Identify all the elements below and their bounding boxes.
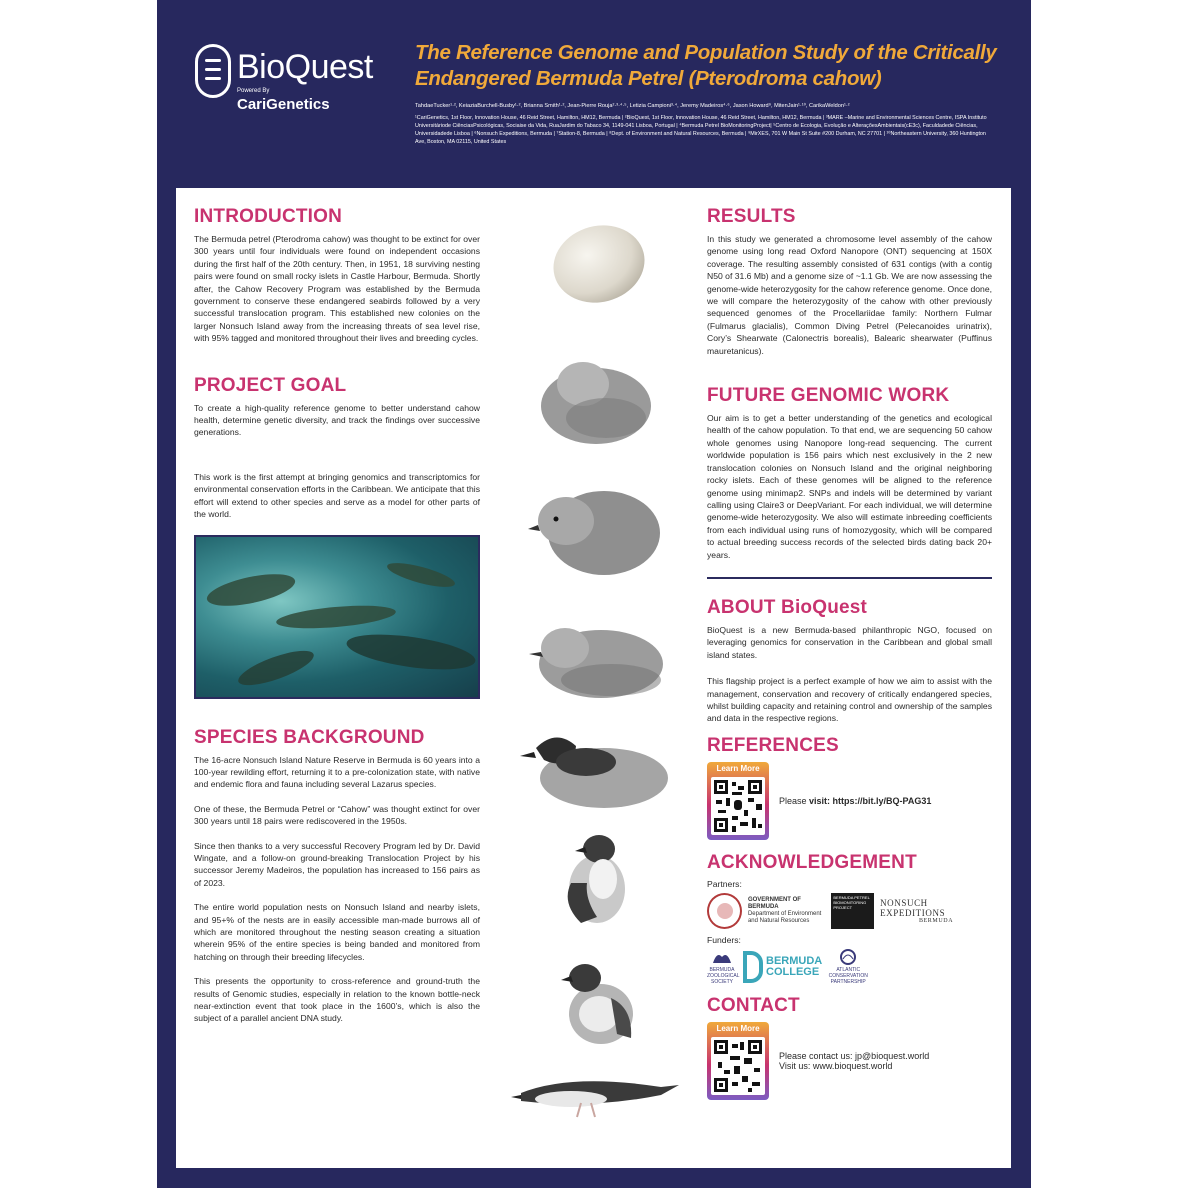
chick-image-1 [506,348,686,448]
results-text: In this study we generated a chromosome level assembly of the cahow genome using long read Oxford Nanopore (ONT) sequencing at 150X coverage. The resulting assembly consisted of 631 contigs (with a contig N50 of 31.6 Mb) and a genome size of ~1.1 Gb. We are now assessing the genome-wide heterozygosity for the cahow reference genome. Once done, we will compare the heterozygosity of the cahow with other previously sequenced genomes of the Procellariidae family: Northern Fulmar (Fulmarus glacialis), Common Diving Petrel (Pelecanoides urinatrix), Cory’s Shearwate (Calonectris borealis), Balearic shearwater (Puffinus mauretanicus). [707,234,992,356]
bc-logo-line-1: BERMUDA [766,954,823,967]
chick-image-2 [506,473,686,583]
future-work-text: Our aim is to get a better understanding of the genetics and ecological health of the cahow population. To that end, we are sequencing 50 cahow whole genomes using Nanopore long-read sequencing. The current worldwide population is 156 pairs which nest exclusively in the 2 new translocation colonies on Nonsuch Island and the original neighboring rocky islets. Each of these genomes will be aligned to the reference genome using minimap2. SNPs and indels will be determined by variant calling using Claire3 or DeepVariant. For each individual, we will determine genome-wide heterozygosity. We also will estimate inbreeding coefficients from each individual using runs of homozygosity, which will be compared to actual breeding success records of the selected birds dating back 20+ years. [707,413,992,560]
bioquest-logo [195,42,390,122]
affiliations: ¹CariGenetics, 1st Floor, Innovation House, 46 Reid Street, Hamilton, HM12, Bermuda | ²BioQuest, 1st Floor, Innovation House, 46 Reid Street, Hamilton, HM12, Bermuda | ³MARE –Marine and Environmental Sciences Centre, ISPA Instituto Universitáriode CiênciasPsicológicas, Sociaise da Vida, RuaJardim do Tabaco 34, 1149-041 Lisboa, Portugal | ⁴Bermuda Petrel BioMonitoringProject| ⁵Centro de Ecologia, Evolução e AlteraçõesAmbientais(cE3c), Faculdadede Ciências, Universidadede Lisboa | ⁶Nonsuch Expeditions, Bermuda | ⁷Station-8, Bermuda | ⁸Dept. of Environment and Natural Resources, Bermuda | ⁹MirXES, 701 W Main St Suite #200 Durham, NC 27701 | ¹⁰Northeastern University, 360 Huntington Ave, Boston, MA 02115, United States [415,115,987,145]
bermuda-college-logo [743,951,822,983]
bmp-logo-text: BERMUDA PETREL BIOMONITORING PROJECT [833,894,870,910]
government-of-bermuda-logo [748,897,825,925]
title-line-2: Endangered Bermuda Petrel (Pterodroma cahow) [415,67,882,90]
bioquest-logo-icon [195,44,231,98]
atlantic-conservation-logo [828,949,868,985]
references-heading: REFERENCES [707,734,839,756]
introduction-text: The Bermuda petrel (Pterodroma cahow) was thought to be extinct for over 300 years until four individuals were found on independent occasions during the first half of the 20th century. Then, in 1951, 18 surviving nesting pairs were found on small rocky islets in Castle Harbour, Bermuda. Shortly after, the Cahow Recovery Program was established by the Bermuda government to conserve these endangered seabirds followed by a very successful translocation program. This established new colonies on the larger Nonsuch Island away from the increasing threats of sea level rise, with 95% tagged and monitored throughout their lives and breeding cycles. [194,234,480,344]
left-column [194,206,480,1025]
project-goal-heading: PROJECT GOAL [194,374,347,396]
contact-block [707,1022,992,1100]
acp-logo-text: ATLANTIC CONSERVATION PARTNERSHIP [828,966,868,985]
content-panel [176,188,1011,1168]
acknowledgement-heading: ACKNOWLEDGEMENT [707,851,917,873]
funder-logos [707,949,992,985]
contact-qr-code[interactable] [707,1022,769,1100]
section-divider [707,577,992,579]
species-background-heading: SPECIES BACKGROUND [194,726,425,748]
nonsuch-logo-sub: BERMUDA [918,917,954,924]
contact-text [779,1051,929,1071]
contact-email[interactable]: Please contact us: jp@bioquest.world [779,1050,930,1061]
future-work-heading: FUTURE GENOMIC WORK [707,385,950,407]
bc-logo-line-2: COLLEGE [766,965,820,978]
contact-qr-label: Learn More [716,1023,760,1033]
references-prefix: Please [779,795,810,806]
bzs-logo-text: BERMUDA ZOOLOGICAL SOCIETY [707,966,740,985]
fledgling-image-1 [506,823,686,933]
author-list: TahdaeTucker¹·², KeiaziaBurchell-Busby¹·², Brianna Smith¹·², Jean-Pierre Rouja²·³·⁴·⁵, Letizia Campioni³·⁴, Jeremy Madeiros⁴·⁶, Jason Howard⁹, MitenJain¹·¹⁰, CarikaWeldon¹·² [415,103,850,109]
chick-image-3 [506,608,686,708]
university-crest-logo [707,893,742,929]
contact-website[interactable]: Visit us: www.bioquest.world [779,1060,893,1071]
about-text-1: BioQuest is a new Bermuda-based philanthropic NGO, focused on leveraging genomics for conservation in the Caribbean and global small island states. [707,624,992,660]
references-link-text[interactable] [779,796,931,806]
egg-image [506,218,686,308]
partner-logos [707,893,992,929]
references-qr-code[interactable] [707,762,769,840]
adult-petrel-image [506,1063,686,1123]
funders-label: Funders: [707,934,741,945]
zoological-society-logo [707,949,740,985]
qr-code-icon [711,777,765,835]
gov-logo-sub: Department of Environment and Natural Resources [747,910,822,924]
project-goal-text-1: To create a high-quality reference genome to better understand cahow health, determine genetic diversity, and track the findings over successive generations. [194,402,480,438]
chick-image-4 [506,718,686,818]
aerial-island-photo [194,535,480,699]
species-background-p5: This presents the opportunity to cross-reference and ground-truth the results of Genomic studies, especially in relation to the known bottle-neck near-extinction event that took place in the 1600’s, which is also the subject of a parallel ancient DNA study. [194,976,480,1024]
fledgling-image-2 [506,948,686,1058]
introduction-heading: INTRODUCTION [194,206,343,227]
nonsuch-logo-title: NONSUCH EXPEDITIONS [880,897,946,918]
poster-title [415,40,1015,92]
contact-qr-icon [711,1037,765,1095]
about-text-2: This flagship project is a perfect example of how we aim to assist with the management, conservation and recovery of critically endangered species, whilst building capacity and retaining control and ownership of the samples and data in the respective regions. [707,676,992,724]
title-line-1: The Reference Genome and Population Study of the Critically [415,41,997,64]
references-url[interactable]: visit: https://bit.ly/BQ-PAG31 [809,795,932,806]
partners-label: Partners: [707,878,742,889]
qr-learn-more-label: Learn More [716,763,760,773]
references-block [707,762,992,840]
results-heading: RESULTS [707,206,796,227]
contact-heading: CONTACT [707,994,800,1016]
logo-name: BioQuest [237,48,373,86]
logo-powered-by: Powered By [237,88,270,94]
species-background-p4: The entire world population nests on Nonsuch Island and nearby islets, and 95+% of the nests are in easily accessible man-made burrows all of which are monitored throughout the nesting season creating a situation wherein 95% of the entire species is being banded and monitored from hatching on through their breeding lifecycles. [194,902,480,962]
about-heading: ABOUT BioQuest [707,596,868,618]
gov-logo-title: GOVERNMENT OF BERMUDA [747,896,801,910]
species-background-p1: The 16-acre Nonsuch Island Nature Reserve in Bermuda is 60 years into a 100-year rewilding effort, returning it to a pre-colonization state, with native and endemic flora and fauna including several Lazarus species. [194,754,480,790]
logo-carigenetics: CariGenetics [237,96,330,113]
right-column [707,206,992,1100]
bird-growth-sequence [506,208,686,1148]
project-goal-text-2: This work is the first attempt at bringing genomics and transcriptomics for environmental conservation efforts in the Caribbean. We anticipate that this effort will extend to other species and serve as a model for other parts of the world. [194,471,480,520]
nonsuch-expeditions-logo [880,898,992,924]
poster [157,0,1031,1188]
species-background-p3: Since then thanks to a very successful Recovery Program led by Dr. David Wingate, and a follow-on ground-breaking Translocation Project by his successor Jeremy Madeiros, the population has increased to 156 pairs as of 2023. [194,840,480,888]
species-background-p2: One of these, the Bermuda Petrel or “Cahow” was thought extinct for over 300 years until 18 pairs were rediscovered in the 1950s. [194,803,480,827]
biomonitoring-project-logo [831,893,874,929]
